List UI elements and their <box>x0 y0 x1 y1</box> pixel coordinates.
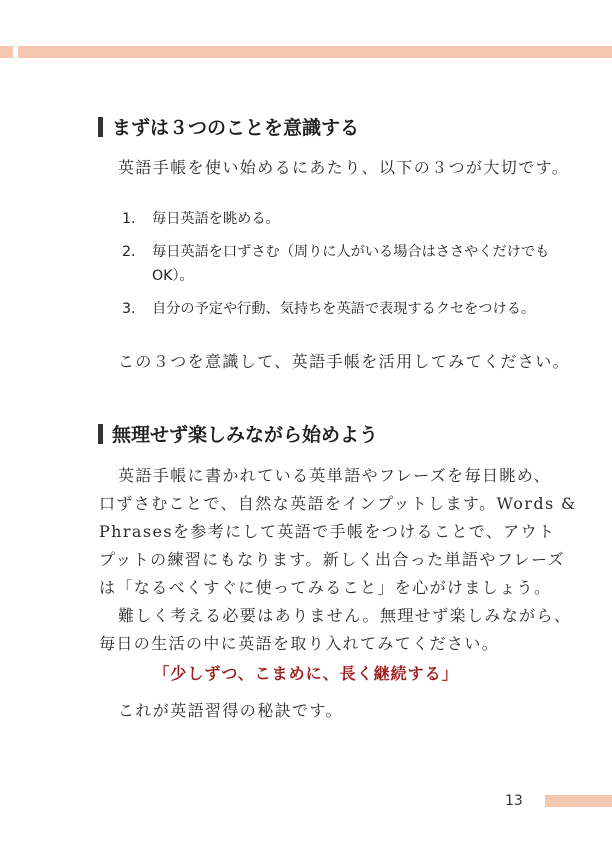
list-item-text: 毎日英語を眺める。 <box>152 211 280 227</box>
body-line: 英語手帳に書かれている英単語やフレーズを毎日眺め、 <box>118 466 551 485</box>
list-item <box>122 241 549 261</box>
section-heading-1-text: まずは３つのことを意識する <box>112 117 360 139</box>
body-line: プットの練習にもなります。新しく出合った単語やフレーズ <box>99 550 565 569</box>
body-line: 毎日の生活の中に英語を取り入れてみてください。 <box>99 634 500 653</box>
list-item-number: 2. <box>122 244 136 260</box>
list-item <box>122 298 535 318</box>
list-item <box>122 208 280 228</box>
body-line: は「なるべくすぐに使ってみること」を心がけましょう。 <box>99 578 552 597</box>
intro-paragraph: 英語手帳を使い始めるにあたり、以下の３つが大切です。 <box>118 158 570 177</box>
list-item-text: 毎日英語を口ずさむ（周りに人がいる場合はささやくだけでも <box>152 244 550 260</box>
body-line: Phrasesを参考にして英語で手帳をつけることで、アウト <box>99 522 556 541</box>
heading-marker <box>98 424 103 444</box>
heading-marker <box>98 117 103 137</box>
header-accent-stub <box>0 46 13 58</box>
list-item-number: 1. <box>122 211 136 227</box>
section-heading-1 <box>98 113 359 140</box>
outro-paragraph: この３つを意識して、英語手帳を活用してみてください。 <box>118 352 571 371</box>
body-line: 難しく考える必要はありません。無理せず楽しみながら、 <box>118 606 572 625</box>
section-heading-2-text: 無理せず楽しみながら始めよう <box>112 424 379 446</box>
page-number: 13 <box>505 793 523 809</box>
footer-accent-bar <box>545 795 612 807</box>
list-item-number: 3. <box>122 301 136 317</box>
closing-line: これが英語習得の秘訣です。 <box>118 701 343 720</box>
body-line: 口ずさむことで、自然な英語をインプットします。Words & <box>99 494 577 513</box>
section-heading-2 <box>98 420 378 447</box>
list-item-text: 自分の予定や行動、気持ちを英語で表現するクセをつける。 <box>152 301 536 317</box>
header-accent-bar <box>18 46 612 58</box>
list-item-continuation: OK）。 <box>152 268 194 284</box>
callout-quote: 「少しずつ、こまめに、長く継続する」 <box>153 664 459 683</box>
